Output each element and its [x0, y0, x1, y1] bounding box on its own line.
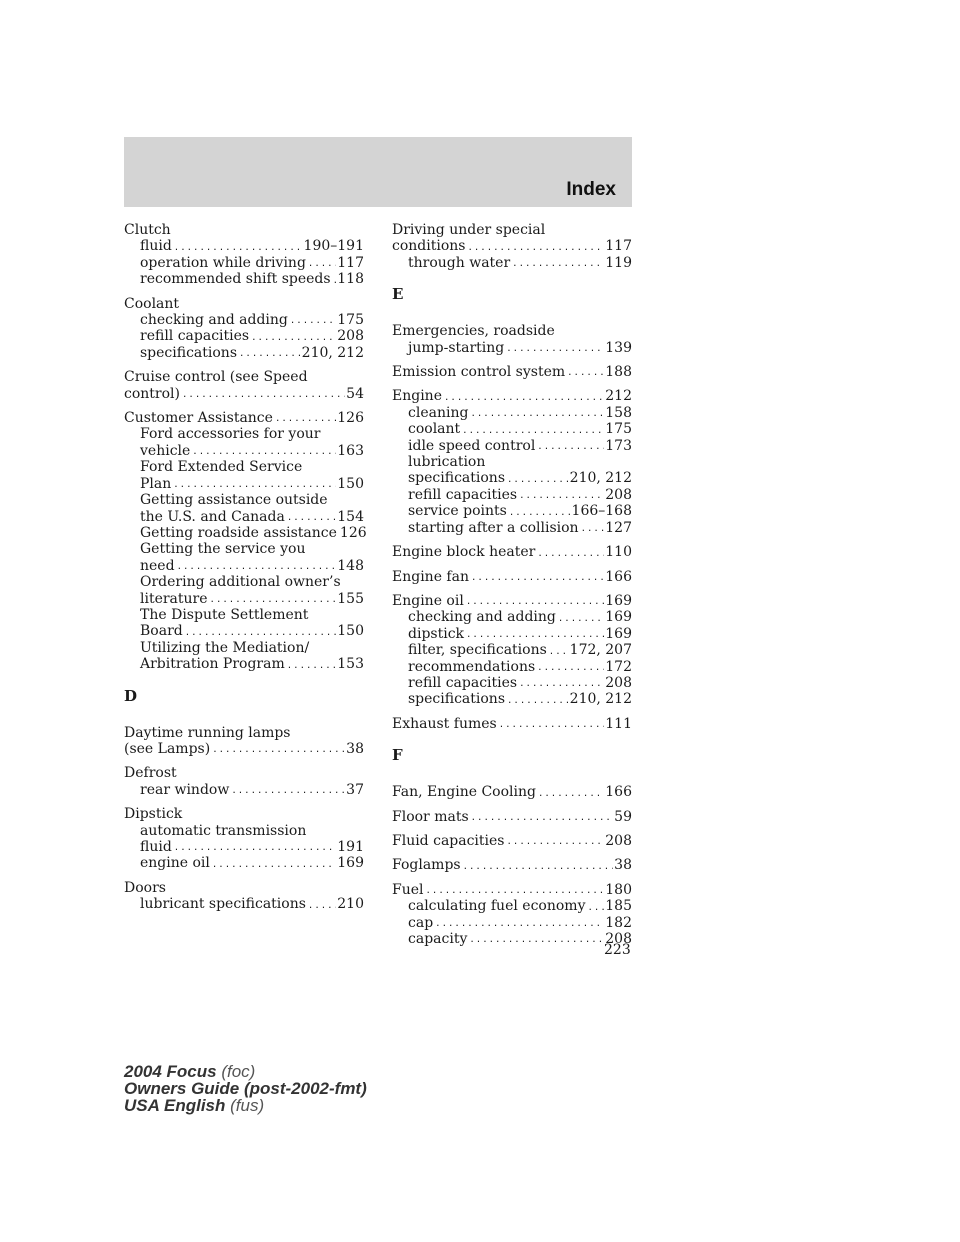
- index-subentry-line: [124, 524, 367, 541]
- entry-page-ref: 191: [337, 839, 364, 855]
- entry-text: Ford Extended Service: [140, 459, 303, 476]
- entry-page-ref: 154: [337, 508, 364, 525]
- index-entry: [392, 323, 632, 356]
- entry-text: automatic transmission: [140, 822, 307, 839]
- entry-text: through water: [408, 254, 511, 271]
- index-subentry-line: [392, 421, 632, 437]
- entry-text: need: [140, 557, 175, 574]
- entry-page-ref: 111: [605, 715, 632, 732]
- footer-model: 2004 Focus: [124, 1062, 217, 1081]
- entry-text: Ordering additional owner’s: [140, 574, 341, 591]
- dot-leader: [469, 811, 614, 825]
- entry-page-ref: 208: [337, 328, 364, 345]
- index-entry-line: [392, 238, 632, 254]
- entry-page-ref: 110: [605, 544, 632, 561]
- entry-text: filter, specifications: [408, 642, 547, 659]
- entry-page-ref: 169: [337, 855, 364, 872]
- index-entry-line: [124, 880, 364, 896]
- index-subentry-line: [124, 476, 364, 492]
- index-subentry-line: [124, 591, 364, 607]
- index-entry-line: [124, 410, 364, 426]
- index-entry: [124, 725, 364, 758]
- entry-text: control): [124, 385, 180, 402]
- index-entry: [392, 593, 632, 708]
- entry-text: literature: [140, 590, 208, 607]
- entry-page-ref: 208: [605, 486, 632, 503]
- index-entry-line: [124, 741, 364, 757]
- page-title: Index: [566, 179, 616, 200]
- entry-text: Engine fan: [392, 568, 469, 585]
- entry-text: refill capacities: [140, 328, 250, 345]
- entry-text: operation while driving: [140, 254, 306, 271]
- index-subentry-line: [392, 915, 632, 931]
- dot-leader: [229, 784, 345, 798]
- index-subentry-line: [124, 782, 364, 798]
- entry-text: Fluid capacities: [392, 832, 505, 849]
- footer-guide: Owners Guide (post-2002-fmt): [124, 1079, 367, 1098]
- index-subentry-line: [124, 312, 364, 328]
- dot-leader: [208, 593, 337, 607]
- entry-text: Doors: [124, 879, 166, 896]
- dot-leader: [273, 412, 336, 426]
- entry-text: Engine block heater: [392, 544, 536, 561]
- dot-leader: [504, 342, 604, 356]
- index-entry-line: [392, 593, 632, 609]
- entry-text: rear window: [140, 781, 230, 798]
- dot-leader: [510, 257, 604, 271]
- entry-text: fluid: [140, 238, 172, 255]
- dot-leader: [535, 547, 604, 561]
- index-subentry-line: [124, 823, 364, 839]
- entry-page-ref: 38: [614, 857, 632, 874]
- index-entry-line: [124, 222, 364, 238]
- index-entry-line: [392, 857, 632, 873]
- entry-text: Engine: [392, 388, 442, 405]
- entry-text: fluid: [140, 839, 172, 855]
- index-entry-line: [392, 833, 632, 849]
- entry-text: specifications: [140, 344, 238, 361]
- entry-text: Board: [140, 623, 183, 640]
- entry-text: Defrost: [124, 765, 177, 782]
- dot-leader: [285, 511, 336, 525]
- index-entry-line: [392, 809, 632, 825]
- entry-page-ref: 166: [605, 568, 632, 585]
- index-subentry-line: [392, 470, 632, 486]
- index-entry-line: [392, 882, 632, 898]
- index-subentry-line: [124, 896, 364, 912]
- dot-leader: [210, 858, 336, 872]
- index-subentry-line: [124, 509, 364, 525]
- entry-page-ref: 38: [346, 740, 364, 757]
- entry-text: Arbitration Program: [140, 656, 285, 673]
- entry-page-ref: 172, 207: [569, 642, 632, 659]
- index-entry: [392, 809, 632, 825]
- section-letter: D: [124, 686, 138, 705]
- entry-page-ref: 169: [605, 592, 632, 609]
- dot-leader: [468, 407, 604, 421]
- index-entry: [392, 364, 632, 380]
- entry-text: Fan, Engine Cooling: [392, 784, 536, 801]
- index-subentry-line: [392, 520, 632, 536]
- entry-text: Getting assistance outside: [140, 492, 328, 509]
- dot-leader: [442, 391, 604, 405]
- dot-leader: [556, 612, 604, 626]
- dot-leader: [460, 424, 604, 438]
- entry-text: Utilizing the Mediation/: [140, 639, 310, 656]
- index-subentry-line: [124, 443, 364, 459]
- index-subentry-line: [392, 659, 632, 675]
- entry-page-ref: 169: [605, 625, 632, 642]
- index-entry-line: [392, 222, 632, 238]
- entry-page-ref: 119: [605, 254, 632, 271]
- entry-page-ref: 126: [337, 410, 364, 427]
- entry-text: jump-starting: [408, 339, 505, 356]
- index-subentry-line: [392, 503, 632, 519]
- entry-page-ref: 150: [337, 623, 364, 640]
- index-subentry-line: [124, 328, 364, 344]
- dot-leader: [547, 645, 569, 659]
- entry-page-ref: 117: [605, 238, 632, 255]
- index-entry: [124, 296, 364, 362]
- index-entry: [392, 857, 632, 873]
- index-subentry-line: [392, 898, 632, 914]
- index-subentry-line: [392, 642, 632, 658]
- dot-leader: [505, 835, 605, 849]
- entry-text: Getting roadside assistance: [140, 524, 337, 541]
- dot-leader: [465, 241, 604, 255]
- entry-text: The Dispute Settlement: [140, 606, 309, 623]
- entry-page-ref: 139: [605, 339, 632, 356]
- entry-text: Foglamps: [392, 857, 461, 874]
- index-entry: [392, 784, 632, 800]
- entry-text: Floor mats: [392, 808, 469, 825]
- index-entry: [392, 222, 632, 271]
- dot-leader: [210, 743, 345, 757]
- dot-leader: [180, 388, 345, 402]
- index-entry: [124, 222, 364, 288]
- entry-text: recommended shift speeds: [140, 271, 331, 288]
- entry-text: recommendations: [408, 658, 536, 675]
- entry-page-ref: 54: [346, 385, 364, 402]
- entry-page-ref: 169: [605, 609, 632, 626]
- entry-page-ref: 208: [605, 674, 632, 691]
- index-subentry-line: [392, 609, 632, 625]
- dot-leader: [237, 347, 301, 361]
- entry-page-ref: 59: [614, 808, 632, 825]
- index-subentry-line: [124, 238, 364, 254]
- entry-text: idle speed control: [408, 437, 536, 454]
- entry-page-ref: 126: [339, 524, 367, 541]
- index-subentry-line: [124, 345, 364, 361]
- dot-leader: [461, 860, 614, 874]
- entry-text: Clutch: [124, 222, 171, 238]
- footer-line-1: [124, 1063, 367, 1080]
- dot-leader: [505, 694, 569, 708]
- index-subentry-line: [124, 426, 364, 442]
- entry-text: Engine oil: [392, 592, 464, 609]
- index-entry: [392, 388, 632, 536]
- entry-page-ref: 118: [337, 271, 364, 288]
- section-letter: E: [392, 285, 404, 304]
- entry-text: Getting the service you: [140, 541, 306, 558]
- entry-page-ref: 182: [605, 914, 632, 931]
- dot-leader: [535, 661, 604, 675]
- index-entry: [392, 716, 632, 732]
- entry-text: checking and adding: [408, 609, 556, 626]
- index-subentry-line: [392, 626, 632, 642]
- entry-text: starting after a collision: [408, 519, 579, 536]
- entry-text: Plan: [140, 475, 172, 492]
- entry-text: the U.S. and Canada: [140, 508, 285, 525]
- entry-text: lubricant specifications: [140, 896, 306, 913]
- entry-page-ref: 190–191: [303, 238, 364, 255]
- index-subentry-line: [124, 640, 364, 656]
- entry-page-ref: 155: [337, 590, 364, 607]
- index-entry: [392, 569, 632, 585]
- footer-line-3: [124, 1097, 367, 1114]
- entry-page-ref: 210, 212: [569, 691, 632, 708]
- index-subentry-line: [124, 459, 364, 475]
- dot-leader: [469, 571, 604, 585]
- index-subentry-line: [124, 656, 364, 672]
- dot-leader: [306, 257, 336, 271]
- dot-leader: [171, 478, 336, 492]
- index-entry: [124, 369, 364, 402]
- footer-line-2: [124, 1080, 367, 1097]
- index-subentry-line: [124, 541, 364, 557]
- entry-text: (see Lamps): [124, 740, 211, 757]
- index-entry-line: [392, 323, 632, 339]
- index-subentry-line: [392, 255, 632, 271]
- entry-text: capacity: [408, 931, 468, 947]
- index-entry-line: [124, 806, 364, 822]
- dot-leader: [517, 677, 604, 691]
- footer-language-code: (fus): [230, 1096, 265, 1115]
- entry-page-ref: 210: [337, 896, 364, 913]
- entry-page-ref: 172: [605, 658, 632, 675]
- dot-leader: [507, 506, 571, 520]
- index-entry-line: [124, 369, 364, 385]
- entry-text: vehicle: [140, 442, 191, 459]
- index-subentry-line: [124, 558, 364, 574]
- entry-text: cap: [408, 914, 434, 931]
- index-entry-line: [392, 364, 632, 380]
- index-entry-line: [392, 569, 632, 585]
- footer: [124, 1063, 367, 1114]
- index-entry-line: [124, 725, 364, 741]
- entry-text: lubrication: [408, 454, 486, 471]
- entry-text: conditions: [392, 238, 466, 255]
- dot-leader: [467, 933, 604, 947]
- dot-leader: [585, 901, 604, 915]
- dot-leader: [172, 841, 336, 855]
- index-subentry-line: [124, 574, 364, 590]
- entry-text: dipstick: [408, 625, 465, 642]
- entry-page-ref: 37: [346, 781, 364, 798]
- entry-page-ref: 212: [605, 388, 632, 405]
- header-band: [124, 137, 632, 207]
- entry-page-ref: 148: [337, 557, 364, 574]
- entry-text: Customer Assistance: [124, 410, 273, 427]
- entry-text: Exhaust fumes: [392, 715, 497, 732]
- entry-page-ref: 158: [605, 404, 632, 421]
- entry-text: Fuel: [392, 881, 424, 898]
- index-subentry-line: [124, 855, 364, 871]
- entry-page-ref: 208: [605, 931, 632, 947]
- dot-leader: [175, 560, 337, 574]
- footer-model-code: (foc): [221, 1062, 256, 1081]
- entry-page-ref: 210, 212: [301, 344, 364, 361]
- dot-leader: [535, 440, 604, 454]
- section-letter: F: [392, 746, 403, 765]
- index-subentry-line: [124, 607, 364, 623]
- index-subentry-line: [392, 438, 632, 454]
- index-entry: [124, 806, 364, 872]
- entry-text: engine oil: [140, 855, 210, 872]
- entry-page-ref: 163: [337, 442, 364, 459]
- entry-page-ref: 150: [337, 475, 364, 492]
- index-subentry-line: [124, 271, 364, 287]
- entry-page-ref: 127: [605, 519, 632, 536]
- index-subentry-line: [124, 623, 364, 639]
- dot-leader: [579, 522, 605, 536]
- index-column-left: [124, 222, 367, 921]
- entry-text: Daytime running lamps: [124, 724, 291, 741]
- dot-leader: [464, 595, 604, 609]
- index-entry: [124, 410, 367, 673]
- entry-text: Emission control system: [392, 364, 566, 381]
- entry-text: Dipstick: [124, 806, 183, 823]
- entry-text: specifications: [408, 470, 506, 487]
- entry-page-ref: 188: [605, 364, 632, 381]
- page-number: 223: [604, 942, 631, 958]
- entry-text: refill capacities: [408, 674, 518, 691]
- entry-text: Cruise control (see Speed: [124, 369, 308, 386]
- index-subentry-line: [124, 839, 364, 855]
- index-entry: [392, 544, 632, 560]
- dot-leader: [433, 917, 604, 931]
- entry-page-ref: 185: [605, 898, 632, 915]
- entry-text: service points: [408, 503, 507, 520]
- index-subentry-line: [124, 492, 364, 508]
- index-entry-line: [392, 544, 632, 560]
- entry-page-ref: 175: [337, 312, 364, 329]
- entry-text: specifications: [408, 691, 506, 708]
- index-subentry-line: [392, 487, 632, 503]
- index-entry: [124, 765, 364, 798]
- footer-language: USA English: [124, 1096, 226, 1115]
- index-entry-line: [392, 388, 632, 404]
- index-subentry-line: [392, 340, 632, 356]
- entry-text: Ford accessories for your: [140, 426, 321, 443]
- dot-leader: [249, 331, 336, 345]
- index-subentry-line: [392, 405, 632, 421]
- entry-page-ref: 166: [605, 784, 632, 801]
- index-entry-line: [124, 296, 364, 312]
- dot-leader: [565, 366, 604, 380]
- index-entry: [392, 882, 632, 948]
- dot-leader: [424, 884, 605, 898]
- index-column-right: [392, 222, 632, 955]
- entry-text: Driving under special: [392, 222, 546, 238]
- dot-leader: [306, 899, 336, 913]
- index-entry: [124, 880, 364, 913]
- index-entry-line: [124, 386, 364, 402]
- entry-page-ref: 166–168: [571, 503, 632, 520]
- entry-text: Coolant: [124, 295, 180, 312]
- index-subentry-line: [124, 255, 364, 271]
- entry-page-ref: 175: [605, 421, 632, 438]
- entry-page-ref: 173: [605, 437, 632, 454]
- entry-page-ref: 180: [605, 881, 632, 898]
- index-entry-line: [392, 784, 632, 800]
- index-entry-line: [392, 716, 632, 732]
- entry-text: checking and adding: [140, 312, 288, 329]
- entry-page-ref: 117: [337, 254, 364, 271]
- dot-leader: [288, 314, 336, 328]
- entry-text: refill capacities: [408, 486, 518, 503]
- dot-leader: [497, 718, 605, 732]
- dot-leader: [517, 489, 604, 503]
- index-entry: [392, 833, 632, 849]
- entry-text: Emergencies, roadside: [392, 323, 555, 340]
- entry-page-ref: 153: [337, 656, 364, 673]
- index-subentry-line: [392, 454, 632, 470]
- dot-leader: [464, 628, 604, 642]
- index-subentry-line: [392, 691, 632, 707]
- index-entry-line: [124, 765, 364, 781]
- index-subentry-line: [392, 931, 632, 947]
- index-subentry-line: [392, 675, 632, 691]
- entry-page-ref: 208: [605, 832, 632, 849]
- entry-text: cleaning: [408, 404, 469, 421]
- entry-text: calculating fuel economy: [408, 898, 586, 915]
- entry-page-ref: 210, 212: [569, 470, 632, 487]
- dot-leader: [183, 626, 337, 640]
- dot-leader: [536, 787, 604, 801]
- dot-leader: [505, 473, 569, 487]
- entry-text: coolant: [408, 421, 461, 438]
- dot-leader: [190, 445, 336, 459]
- dot-leader: [285, 659, 337, 673]
- dot-leader: [172, 241, 303, 255]
